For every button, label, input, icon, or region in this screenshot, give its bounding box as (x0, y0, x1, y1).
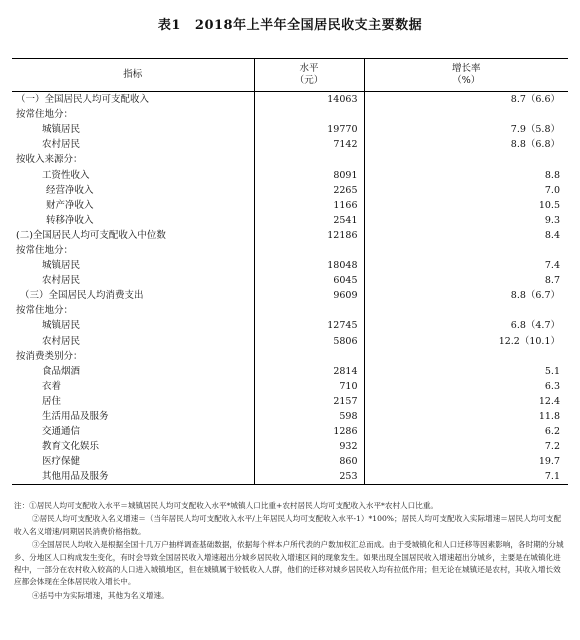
row-value: 6045 (254, 273, 364, 288)
note-item: ③全国居民人均收入是根据全国十几万户抽样调查基础数据，依据每个样本户所代表的户数加权汇总而成。由于受城镇化和人口迁移等因素影响，各时期的分城乡、分地区人口构成发生变化，有时会导致全国居民收入增速超出分城乡居民收入增速区间的现象发生。如果出现全国居民收入增速超出分城乡，主要是在城镇化进程中，一部分在农村收入较高的人口进入城镇地区，但在城镇属于较低收入人群，他们的迁移对城乡居民收入均有拉低作用；但无论在城镇还是农村，其收入增长效应都会体现在全体居民收入增长中。 (14, 540, 564, 587)
row-value: 253 (254, 469, 364, 485)
table-row (12, 379, 568, 394)
row-growth: 8.8（6.8） (510, 139, 560, 151)
row-value: 710 (254, 379, 364, 394)
row-growth: 8.8 (544, 169, 560, 181)
row-value (254, 107, 364, 122)
income-expenditure-table (12, 58, 568, 485)
table-row (12, 454, 568, 469)
table-row (12, 318, 568, 333)
row-value: 8091 (254, 167, 364, 182)
table-row (12, 167, 568, 182)
table-row (12, 394, 568, 409)
table-row (12, 122, 568, 137)
table-row (12, 183, 568, 198)
row-label: （三）全国居民人均消费支出 (12, 288, 254, 303)
row-growth: 6.2 (544, 426, 560, 438)
row-label: 城镇居民 (12, 258, 254, 273)
row-label: 教育文化娱乐 (12, 439, 254, 454)
row-label: 其他用品及服务 (12, 469, 254, 485)
table-number: 表1 (157, 18, 181, 33)
table-body (12, 92, 568, 485)
table-row (12, 439, 568, 454)
row-growth: 6.3 (544, 380, 560, 392)
table-row (12, 228, 568, 243)
note-item: ②居民人均可支配收入名义增速＝（当年居民人均可支配收入水平/上年居民人均可支配收入水平-1）*100%；居民人均可支配收入实际增速＝居民人均可支配收入名义增速/同期居民消费价格指数。 (14, 514, 562, 536)
row-value: 2265 (254, 183, 364, 198)
row-label: 食品烟酒 (12, 364, 254, 379)
row-growth: 8.4 (544, 229, 560, 241)
row-value (254, 349, 364, 364)
table-row (12, 243, 568, 258)
row-label: 医疗保健 (12, 454, 254, 469)
row-growth: 10.5 (538, 199, 560, 211)
row-growth: 12.4 (538, 395, 560, 407)
row-growth: 6.8（4.7） (510, 320, 560, 332)
row-value: 932 (254, 439, 364, 454)
table-title-text: 2018年上半年全国居民收支主要数据 (194, 18, 423, 33)
header-text: 增长率 (451, 63, 481, 74)
row-value: 2541 (254, 213, 364, 228)
row-value: 18048 (254, 258, 364, 273)
table-row (12, 137, 568, 152)
table-row (12, 424, 568, 439)
row-growth (364, 303, 568, 318)
row-label: 农村居民 (12, 273, 254, 288)
row-value: 1166 (254, 198, 364, 213)
row-value: 1286 (254, 424, 364, 439)
table-header-row (12, 59, 568, 92)
header-level (254, 59, 364, 92)
header-text: 指标 (123, 69, 143, 80)
row-value: 5806 (254, 334, 364, 349)
row-growth (364, 243, 568, 258)
table-notes (14, 500, 568, 603)
row-value: 7142 (254, 137, 364, 152)
row-value: 2157 (254, 394, 364, 409)
row-growth: 9.3 (544, 214, 560, 226)
row-growth: 8.8（6.7） (510, 290, 560, 302)
row-growth: 11.8 (538, 411, 560, 423)
row-growth: 7.0 (544, 184, 560, 196)
row-growth: 7.1 (364, 469, 568, 485)
header-growth (364, 59, 568, 92)
row-growth: 7.2 (544, 441, 560, 453)
table-row (12, 107, 568, 122)
row-label: （一）全国居民人均可支配收入 (12, 92, 254, 108)
header-indicator (12, 59, 254, 92)
row-growth: 8.7（6.6） (510, 94, 560, 106)
row-label: 交通通信 (12, 424, 254, 439)
table-title (0, 14, 580, 33)
row-label: 城镇居民 (12, 318, 254, 333)
row-value: 9609 (254, 288, 364, 303)
header-text: 水平 (299, 63, 319, 74)
table-row (12, 258, 568, 273)
row-value: 12745 (254, 318, 364, 333)
header-text: （%） (452, 75, 481, 86)
row-label: 按常住地分： (12, 243, 254, 258)
table-row (12, 349, 568, 364)
row-value (254, 152, 364, 167)
row-value (254, 243, 364, 258)
note-item: ④括号中为实际增速，其他为名义增速。 (32, 590, 169, 600)
row-label: 财产净收入 (12, 198, 254, 213)
row-label: 工资性收入 (12, 167, 254, 182)
table-row (12, 213, 568, 228)
row-label: 按收入来源分： (12, 152, 254, 167)
row-value (254, 303, 364, 318)
row-growth: 5.1 (544, 365, 560, 377)
row-value: 12186 (254, 228, 364, 243)
row-label: 按常住地分： (12, 107, 254, 122)
row-growth: 8.7 (544, 275, 560, 287)
row-label: 城镇居民 (12, 122, 254, 137)
note-item: 注：①居民人均可支配收入水平＝城镇居民人均可支配收入水平*城镇人口比重+农村居民人均可支配收入水平*农村人口比重。 (14, 501, 439, 510)
row-value: 2814 (254, 364, 364, 379)
row-label: 按消费类别分： (12, 349, 254, 364)
row-value: 598 (254, 409, 364, 424)
row-growth (364, 349, 568, 364)
table-row (12, 92, 568, 108)
row-value: 860 (254, 454, 364, 469)
row-value: 14063 (254, 92, 364, 108)
row-growth (364, 152, 568, 167)
table-row (12, 152, 568, 167)
row-growth: 7.9（5.8） (510, 124, 560, 136)
table-row (12, 334, 568, 349)
row-growth (364, 107, 568, 122)
row-label: 转移净收入 (12, 213, 254, 228)
table-row (12, 364, 568, 379)
row-label: 衣着 (12, 379, 254, 394)
table-row (12, 409, 568, 424)
row-value: 19770 (254, 122, 364, 137)
row-label: 经营净收入 (12, 183, 254, 198)
row-label: 农村居民 (12, 334, 254, 349)
row-label: 按常住地分： (12, 303, 254, 318)
table-row (12, 303, 568, 318)
table-row (12, 288, 568, 303)
row-growth: 19.7 (538, 456, 560, 468)
header-text: （元） (294, 75, 324, 86)
table-row (12, 469, 568, 485)
row-growth: 7.4 (544, 260, 560, 272)
row-growth: 12.2（10.1） (498, 335, 560, 347)
table-row (12, 273, 568, 288)
table-row (12, 198, 568, 213)
row-label: (二)全国居民人均可支配收入中位数 (12, 228, 254, 243)
row-label: 生活用品及服务 (12, 409, 254, 424)
row-label: 农村居民 (12, 137, 254, 152)
row-label: 居住 (12, 394, 254, 409)
